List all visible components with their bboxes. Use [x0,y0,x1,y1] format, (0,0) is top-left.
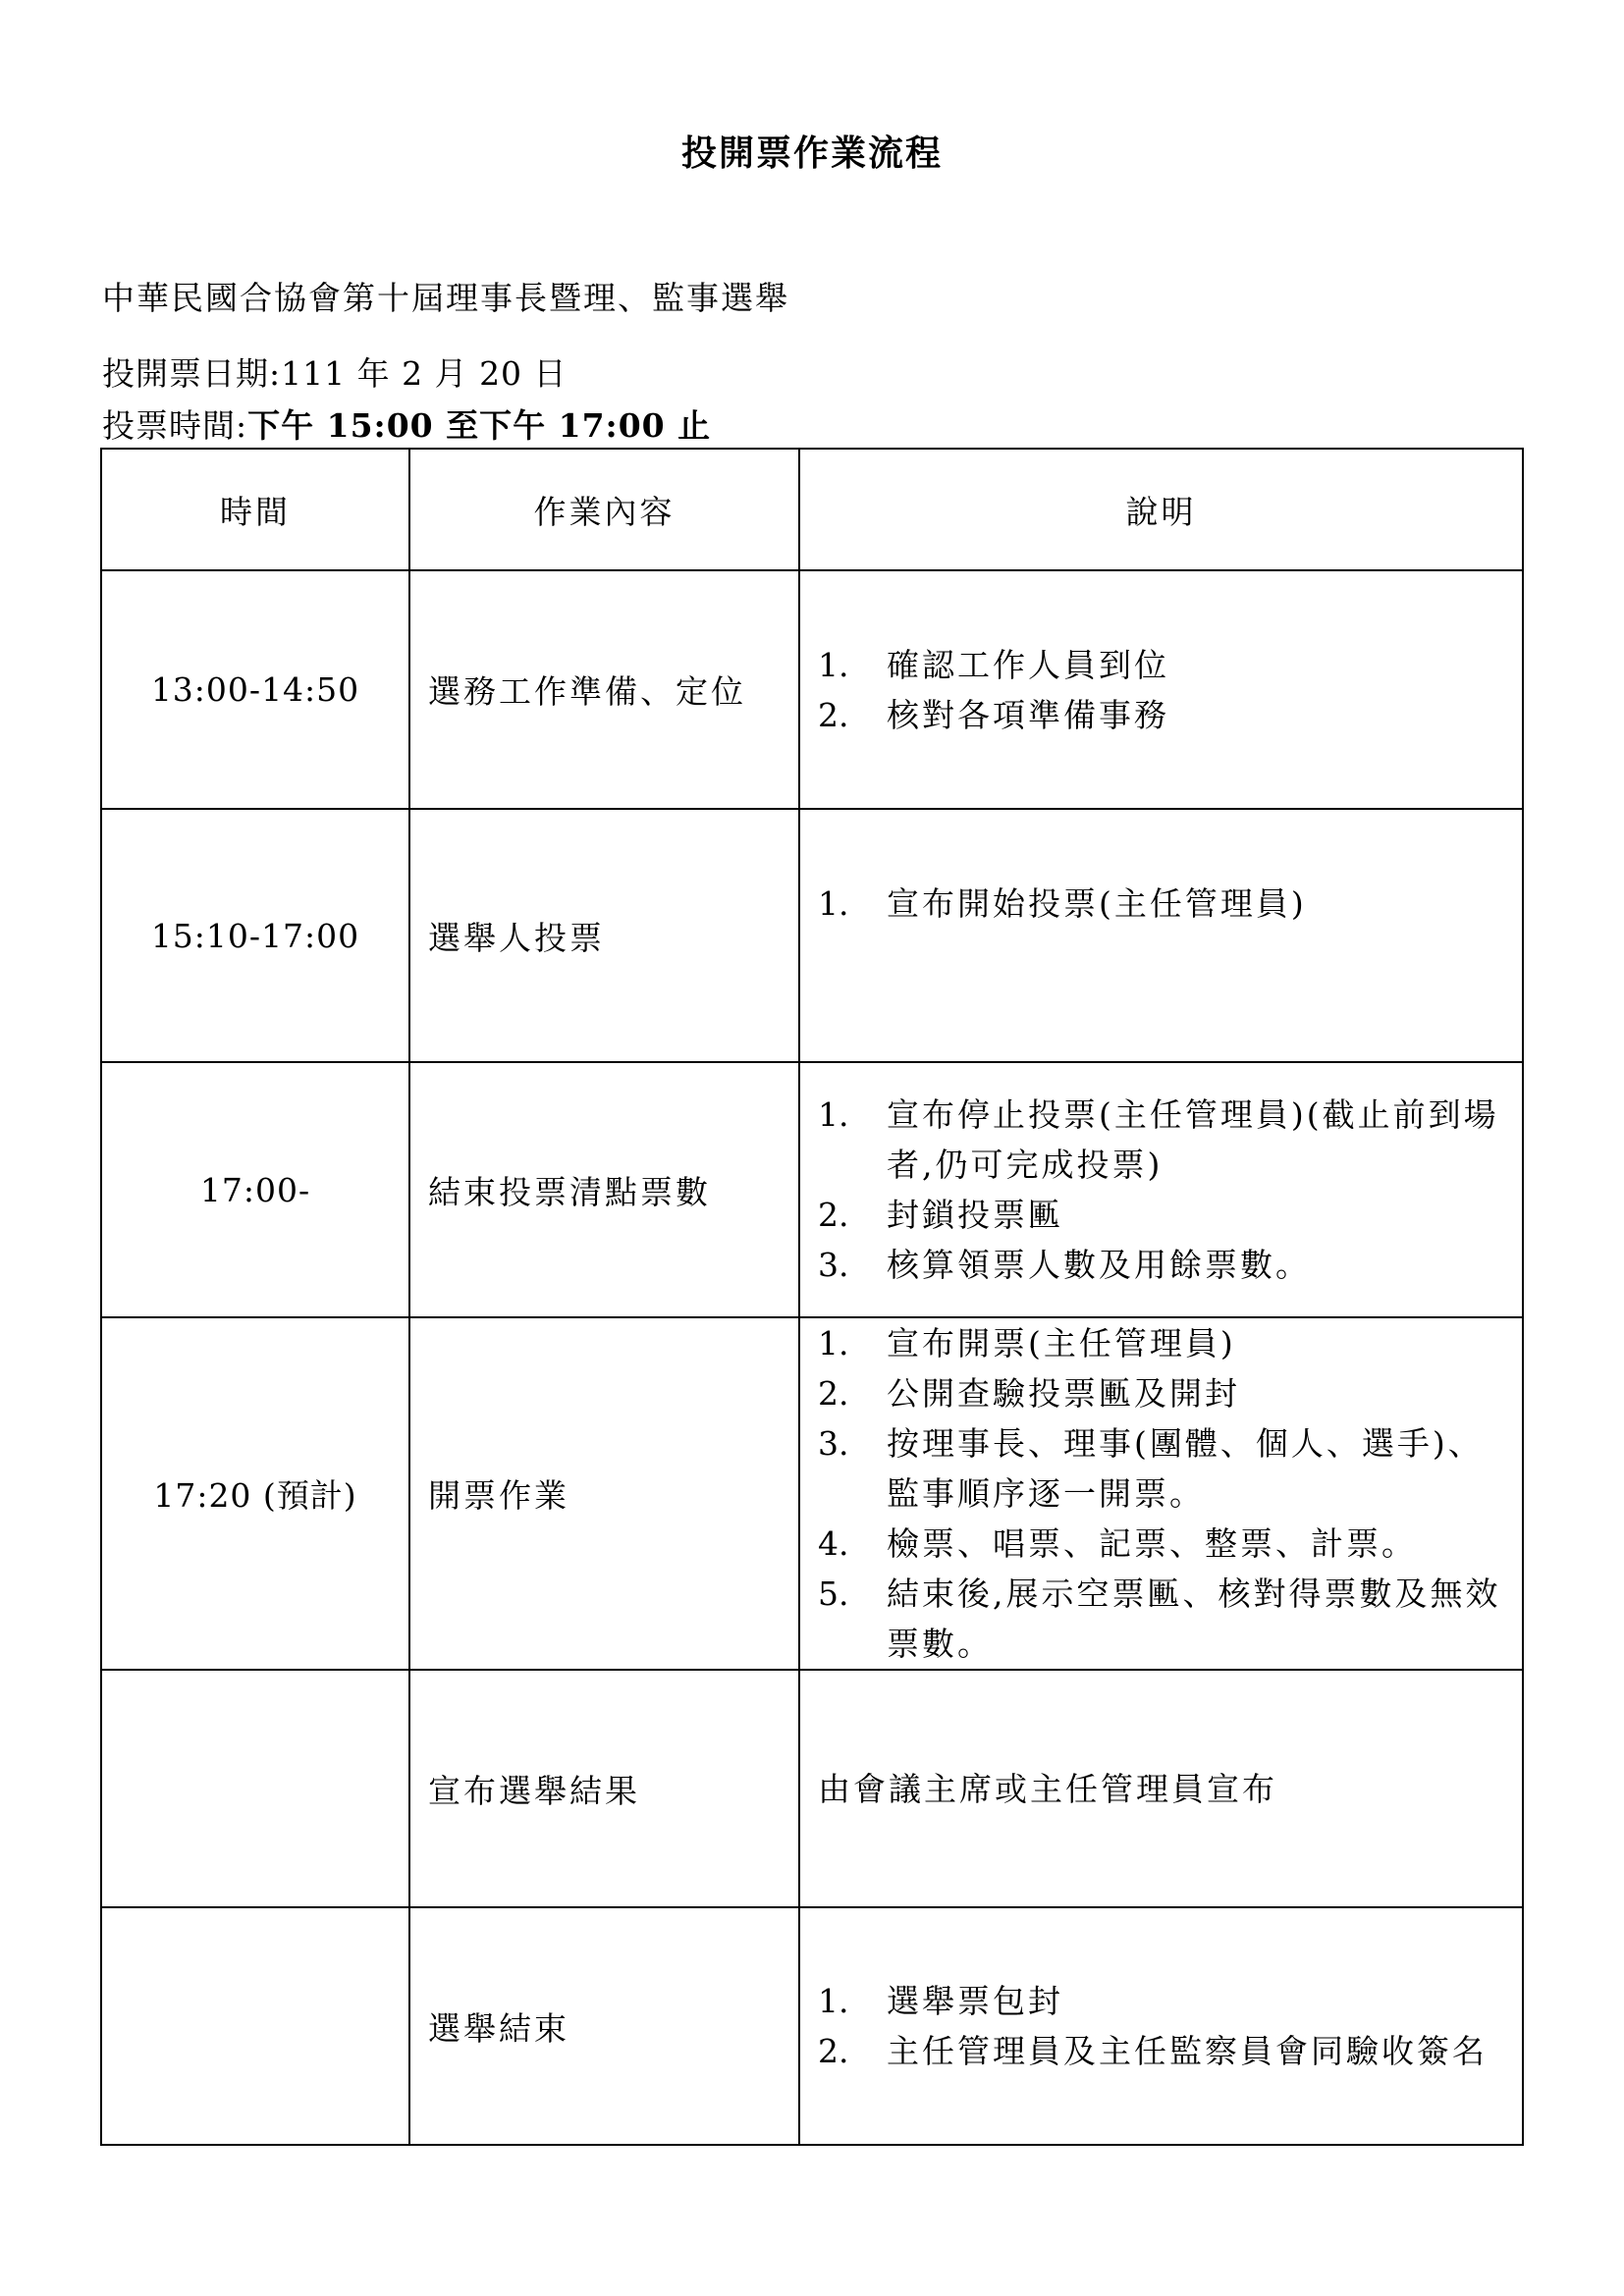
row-task: 選舉人投票 [409,809,799,1062]
row-time: 17:20 (預計) [101,1317,409,1670]
row-task: 選舉結束 [409,1907,799,2145]
header-description: 說明 [799,449,1523,570]
header-task: 作業內容 [409,449,799,570]
table-row [101,1062,1523,1317]
description-text: 由會議主席或主任管理員宣布 [818,1769,1277,1808]
row-description [799,1317,1523,1670]
list-item: 1. 宣布開始投票(主任管理員) [818,884,1307,923]
description-list [818,879,1512,929]
list-item: 4. 檢票、唱票、記票、整票、計票。 [818,1524,1417,1563]
list-item: 2. 公開查驗投票匭及開封 [818,1374,1240,1413]
table-row [101,570,1523,809]
list-item: 1. 宣布開票(主任管理員) [818,1324,1236,1362]
description-list [818,1090,1512,1290]
list-item: 1. 選舉票包封 [818,1982,1063,2020]
voting-time-label: 投票時間: [102,406,248,445]
row-description [799,1907,1523,2145]
list-item: 2. 主任管理員及主任監察員會同驗收簽名 [818,2032,1488,2070]
row-time [101,1907,409,2145]
row-time [101,1670,409,1907]
voting-date-label: 投開票日期: [102,354,282,393]
list-item: 3. 核算領票人數及用餘票數。 [818,1246,1311,1284]
row-task: 結束投票清點票數 [409,1062,799,1317]
voting-time-value: 下午 15:00 至下午 17:00 止 [247,406,712,445]
table-row [101,1317,1523,1670]
list-item: 1. 宣布停止投票(主任管理員)(截止前到場者,仍可完成投票) [818,1095,1499,1184]
description-list [818,640,1512,740]
row-description [799,809,1523,1062]
document-title: 投開票作業流程 [680,133,943,174]
row-description [799,1062,1523,1317]
description-list [818,1318,1512,1669]
list-item: 3. 按理事長、理事(團體、個人、選手)、監事順序逐一開票。 [818,1424,1484,1513]
header-time: 時間 [101,449,409,570]
row-task: 開票作業 [409,1317,799,1670]
table-header-row [101,449,1523,570]
row-time: 17:00- [101,1062,409,1317]
voting-time-line [102,400,711,447]
list-item: 1. 確認工作人員到位 [818,645,1169,684]
schedule-table [100,448,1524,2146]
table-row [101,1907,1523,2145]
list-item: 2. 封鎖投票匭 [818,1196,1063,1234]
list-item: 5. 結束後,展示空票匭、核對得票數及無效票數。 [818,1575,1501,1663]
table-row [101,809,1523,1062]
row-time: 13:00-14:50 [101,570,409,809]
description-list [818,1976,1512,2076]
row-description [799,570,1523,809]
row-time: 15:10-17:00 [101,809,409,1062]
row-task: 宣布選舉結果 [409,1670,799,1907]
election-name: 中華民國合協會第十屆理事長暨理、監事選舉 [102,279,789,317]
row-description [799,1670,1523,1907]
voting-date-line [102,348,568,395]
table-row [101,1670,1523,1907]
list-item: 2. 核對各項準備事務 [818,695,1169,734]
voting-date-value: 111 年 2 月 20 日 [281,354,568,393]
row-task: 選務工作準備、定位 [409,570,799,809]
